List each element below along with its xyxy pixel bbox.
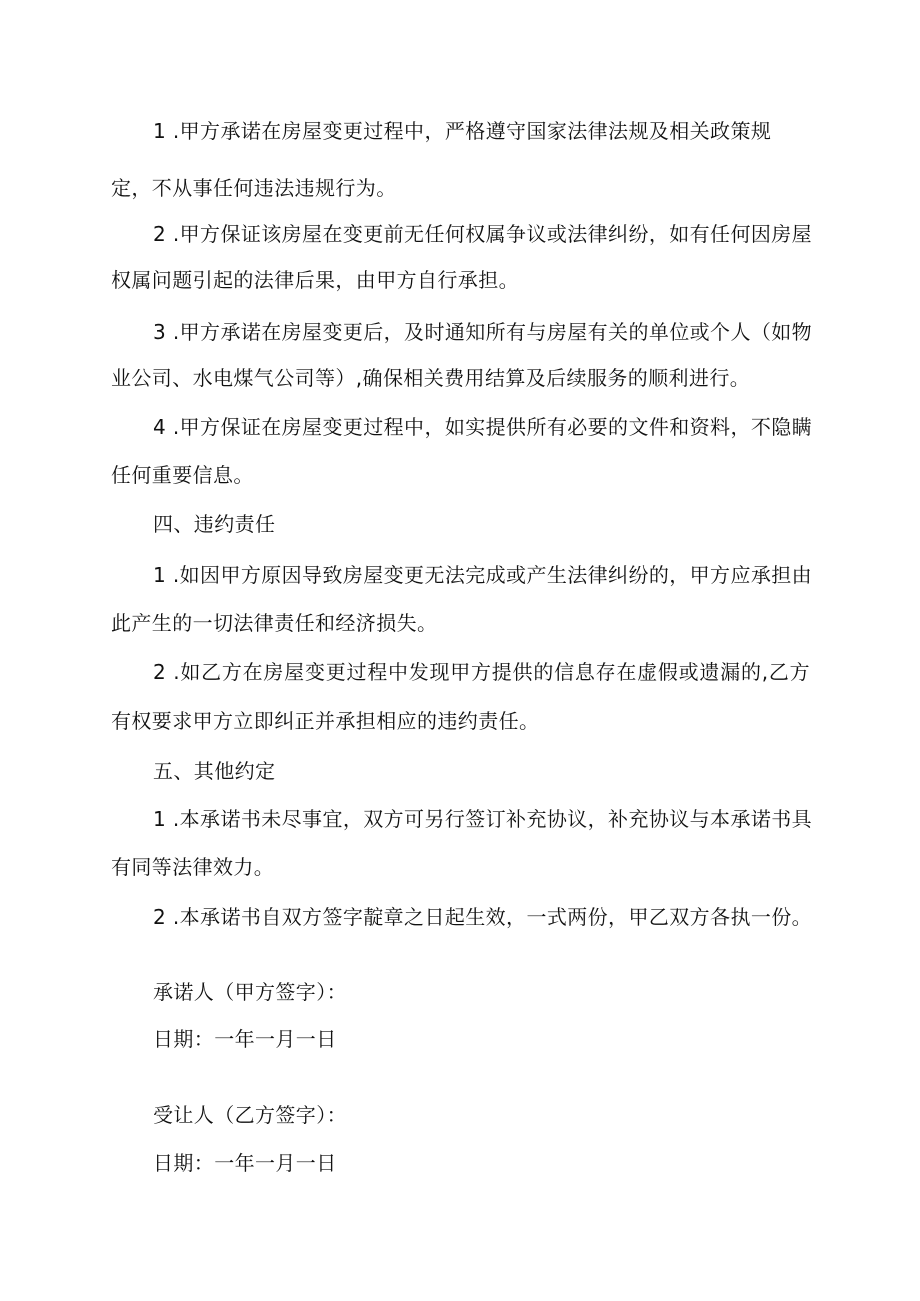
party-b-date: 日期：一年一月一日 xyxy=(153,1151,337,1175)
party-a-date: 日期：一年一月一日 xyxy=(153,1027,337,1051)
clause-5-2-line-1: 2 .本承诺书自双方签字靛章之日起生效，一式两份，甲乙双方各执一份。 xyxy=(153,905,813,929)
clause-3-1-line-2: 定，不从事任何违法违规行为。 xyxy=(111,176,397,200)
party-a-signature-label: 承诺人（甲方签字）： xyxy=(153,980,347,1004)
clause-3-4-line-1: 4 .甲方保证在房屋变更过程中，如实提供所有必要的文件和资料，不隐瞒 xyxy=(153,415,813,439)
clause-3-2-line-1: 2 .甲方保证该房屋在变更前无任何权属争议或法律纠纷，如有任何因房屋 xyxy=(153,222,813,246)
section-5-heading: 五、其他约定 xyxy=(153,759,276,783)
clause-4-2-line-2: 有权要求甲方立即纠正并承担相应的违约责任。 xyxy=(111,709,540,733)
clause-4-1-line-1: 1 .如因甲方原因导致房屋变更无法完成或产生法律纠纷的，甲方应承担由 xyxy=(153,563,813,587)
section-4-heading: 四、违约责任 xyxy=(153,512,276,536)
clause-4-1-line-2: 此产生的一切法律责任和经济损失。 xyxy=(111,611,438,635)
clause-3-3-line-1: 3 .甲方承诺在房屋变更后，及时通知所有与房屋有关的单位或个人（如物 xyxy=(153,320,813,344)
clause-5-1-line-1: 1 .本承诺书未尽事宜，双方可另行签订补充协议，补充协议与本承诺书具 xyxy=(153,807,813,831)
clause-3-3-line-2: 业公司、水电煤气公司等）,确保相关费用结算及后续服务的顺利进行。 xyxy=(111,366,751,390)
clause-4-2-line-1: 2 .如乙方在房屋变更过程中发现甲方提供的信息存在虚假或遗漏的,乙方 xyxy=(153,660,810,684)
clause-5-1-line-2: 有同等法律效力。 xyxy=(111,855,275,879)
clause-3-2-line-2: 权属问题引起的法律后果，由甲方自行承担。 xyxy=(111,268,519,292)
clause-3-1-line-1: 1 .甲方承诺在房屋变更过程中，严格遵守国家法律法规及相关政策规 xyxy=(153,119,772,143)
clause-3-4-line-2: 任何重要信息。 xyxy=(111,463,254,487)
party-b-signature-label: 受让人（乙方签字）： xyxy=(153,1103,347,1127)
